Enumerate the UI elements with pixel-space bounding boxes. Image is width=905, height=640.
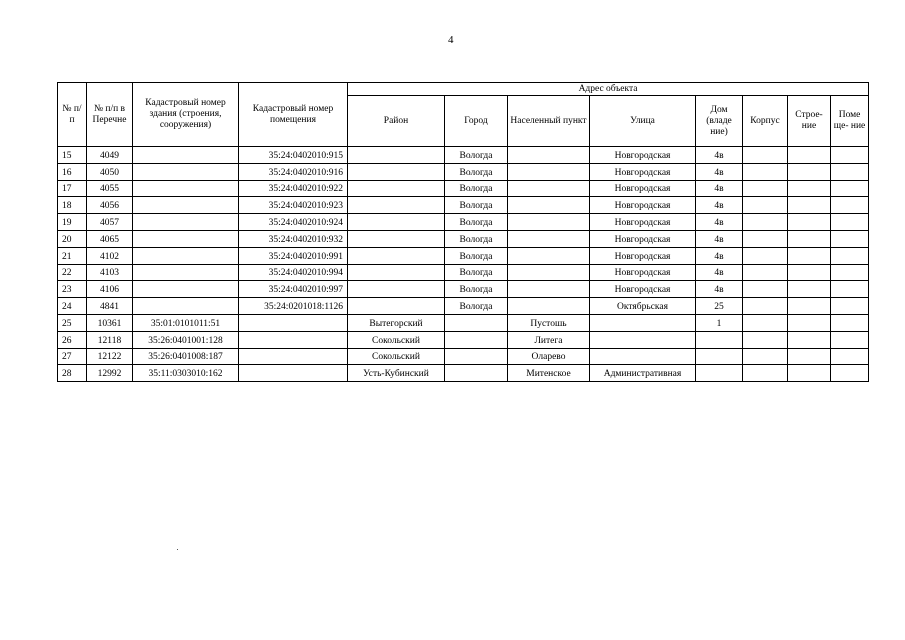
header-locality: Населенный пункт xyxy=(508,96,590,147)
cell-house xyxy=(696,348,743,365)
cell-locality: Митенское xyxy=(508,365,590,382)
header-list-num: № п/п в Перечне xyxy=(87,83,133,147)
cell-street xyxy=(590,314,696,331)
cell-locality xyxy=(508,163,590,180)
cell-num: 17 xyxy=(58,180,87,197)
cell-korpus xyxy=(743,365,788,382)
cell-korpus xyxy=(743,314,788,331)
cell-city: Вологда xyxy=(445,264,508,281)
registry-table xyxy=(57,82,869,382)
cell-city: Вологда xyxy=(445,147,508,164)
cell-city xyxy=(445,314,508,331)
cell-locality xyxy=(508,264,590,281)
cell-district xyxy=(348,197,445,214)
cell-cad-room: 35:24:0402010:924 xyxy=(239,214,348,231)
header-korpus: Корпус xyxy=(743,96,788,147)
header-cad-building: Кадастровый номер здания (строения, сооружения) xyxy=(133,83,239,147)
cell-list-num: 4103 xyxy=(87,264,133,281)
cell-num: 25 xyxy=(58,314,87,331)
cell-street xyxy=(590,348,696,365)
cell-city: Вологда xyxy=(445,180,508,197)
cell-district: Сокольский xyxy=(348,331,445,348)
table-row xyxy=(58,264,869,281)
cell-house: 4в xyxy=(696,264,743,281)
cell-street: Новгородская xyxy=(590,197,696,214)
table-row xyxy=(58,314,869,331)
cell-stroenie xyxy=(788,197,831,214)
cell-num: 19 xyxy=(58,214,87,231)
table-row xyxy=(58,281,869,298)
cell-stroenie xyxy=(788,247,831,264)
cell-street: Новгородская xyxy=(590,163,696,180)
cell-locality: Литега xyxy=(508,331,590,348)
cell-city: Вологда xyxy=(445,214,508,231)
cell-house: 4в xyxy=(696,230,743,247)
cell-city: Вологда xyxy=(445,163,508,180)
cell-cad-room xyxy=(239,365,348,382)
scan-speck xyxy=(177,549,178,550)
cell-list-num: 4049 xyxy=(87,147,133,164)
cell-locality: Пустошь xyxy=(508,314,590,331)
cell-korpus xyxy=(743,331,788,348)
cell-cad-building xyxy=(133,163,239,180)
cell-korpus xyxy=(743,230,788,247)
cell-list-num: 12122 xyxy=(87,348,133,365)
cell-pomeshchenie xyxy=(831,281,869,298)
cell-list-num: 4055 xyxy=(87,180,133,197)
cell-cad-room: 35:24:0402010:994 xyxy=(239,264,348,281)
cell-cad-building xyxy=(133,147,239,164)
cell-city xyxy=(445,331,508,348)
cell-district xyxy=(348,247,445,264)
cell-num: 18 xyxy=(58,197,87,214)
cell-korpus xyxy=(743,163,788,180)
cell-list-num: 10361 xyxy=(87,314,133,331)
cell-district xyxy=(348,214,445,231)
cell-cad-building xyxy=(133,230,239,247)
cell-district xyxy=(348,163,445,180)
cell-city: Вологда xyxy=(445,298,508,315)
table-row xyxy=(58,247,869,264)
cell-stroenie xyxy=(788,348,831,365)
cell-district: Усть-Кубинский xyxy=(348,365,445,382)
cell-locality xyxy=(508,197,590,214)
cell-street: Новгородская xyxy=(590,264,696,281)
cell-street: Новгородская xyxy=(590,230,696,247)
header-num: № п/п xyxy=(58,83,87,147)
cell-list-num: 4106 xyxy=(87,281,133,298)
header-cad-room: Кадастровый номер помещения xyxy=(239,83,348,147)
cell-stroenie xyxy=(788,264,831,281)
cell-korpus xyxy=(743,298,788,315)
cell-street xyxy=(590,331,696,348)
header-street: Улица xyxy=(590,96,696,147)
cell-locality xyxy=(508,247,590,264)
cell-num: 26 xyxy=(58,331,87,348)
cell-street: Новгородская xyxy=(590,281,696,298)
table-row xyxy=(58,163,869,180)
cell-house: 1 xyxy=(696,314,743,331)
cell-korpus xyxy=(743,214,788,231)
table-row xyxy=(58,214,869,231)
cell-num: 16 xyxy=(58,163,87,180)
table-body xyxy=(58,147,869,382)
cell-pomeshchenie xyxy=(831,298,869,315)
cell-district xyxy=(348,298,445,315)
cell-stroenie xyxy=(788,281,831,298)
cell-district xyxy=(348,264,445,281)
cell-house: 4в xyxy=(696,180,743,197)
cell-pomeshchenie xyxy=(831,180,869,197)
cell-cad-building xyxy=(133,281,239,298)
cell-street: Новгородская xyxy=(590,180,696,197)
table-row xyxy=(58,147,869,164)
cell-locality xyxy=(508,147,590,164)
cell-cad-building: 35:01:0101011:51 xyxy=(133,314,239,331)
cell-cad-building xyxy=(133,298,239,315)
header-house: Дом (владе ние) xyxy=(696,96,743,147)
cell-city: Вологда xyxy=(445,230,508,247)
cell-house: 4в xyxy=(696,214,743,231)
cell-list-num: 4050 xyxy=(87,163,133,180)
header-stroenie: Строе- ние xyxy=(788,96,831,147)
cell-house: 4в xyxy=(696,247,743,264)
header-pomeshchenie: Поме ще- ние xyxy=(831,96,869,147)
cell-street: Новгородская xyxy=(590,214,696,231)
cell-city xyxy=(445,348,508,365)
table-row xyxy=(58,230,869,247)
cell-pomeshchenie xyxy=(831,365,869,382)
header-district: Район xyxy=(348,96,445,147)
cell-stroenie xyxy=(788,147,831,164)
header-address-group: Адрес объекта xyxy=(348,83,869,96)
cell-list-num: 12992 xyxy=(87,365,133,382)
header-city: Город xyxy=(445,96,508,147)
cell-cad-building xyxy=(133,264,239,281)
cell-pomeshchenie xyxy=(831,147,869,164)
cell-locality xyxy=(508,214,590,231)
cell-locality xyxy=(508,180,590,197)
cell-house xyxy=(696,365,743,382)
cell-korpus xyxy=(743,197,788,214)
cell-house: 4в xyxy=(696,197,743,214)
cell-locality xyxy=(508,298,590,315)
table-row xyxy=(58,331,869,348)
cell-pomeshchenie xyxy=(831,247,869,264)
cell-city: Вологда xyxy=(445,197,508,214)
cell-list-num: 4057 xyxy=(87,214,133,231)
cell-house: 4в xyxy=(696,281,743,298)
cell-city xyxy=(445,365,508,382)
cell-pomeshchenie xyxy=(831,197,869,214)
cell-num: 28 xyxy=(58,365,87,382)
cell-cad-room: 35:24:0402010:991 xyxy=(239,247,348,264)
cell-cad-room: 35:24:0402010:997 xyxy=(239,281,348,298)
cell-cad-building xyxy=(133,197,239,214)
table-row xyxy=(58,197,869,214)
cell-korpus xyxy=(743,247,788,264)
cell-korpus xyxy=(743,147,788,164)
cell-cad-room: 35:24:0402010:915 xyxy=(239,147,348,164)
cell-stroenie xyxy=(788,214,831,231)
cell-korpus xyxy=(743,180,788,197)
table-row xyxy=(58,298,869,315)
table-row xyxy=(58,365,869,382)
cell-house: 4в xyxy=(696,147,743,164)
cell-cad-room: 35:24:0201018:1126 xyxy=(239,298,348,315)
cell-city: Вологда xyxy=(445,281,508,298)
cell-num: 21 xyxy=(58,247,87,264)
cell-house: 4в xyxy=(696,163,743,180)
cell-stroenie xyxy=(788,365,831,382)
cell-num: 20 xyxy=(58,230,87,247)
cell-list-num: 4102 xyxy=(87,247,133,264)
cell-cad-building: 35:26:0401001:128 xyxy=(133,331,239,348)
table-row xyxy=(58,180,869,197)
cell-cad-room: 35:24:0402010:916 xyxy=(239,163,348,180)
cell-num: 15 xyxy=(58,147,87,164)
cell-list-num: 4841 xyxy=(87,298,133,315)
cell-cad-room: 35:24:0402010:932 xyxy=(239,230,348,247)
cell-street: Новгородская xyxy=(590,247,696,264)
cell-list-num: 12118 xyxy=(87,331,133,348)
cell-pomeshchenie xyxy=(831,331,869,348)
cell-locality: Оларево xyxy=(508,348,590,365)
cell-list-num: 4056 xyxy=(87,197,133,214)
cell-cad-building xyxy=(133,247,239,264)
cell-house xyxy=(696,331,743,348)
cell-pomeshchenie xyxy=(831,348,869,365)
cell-locality xyxy=(508,281,590,298)
cell-street: Новгородская xyxy=(590,147,696,164)
cell-district xyxy=(348,281,445,298)
cell-cad-room: 35:24:0402010:923 xyxy=(239,197,348,214)
cell-stroenie xyxy=(788,298,831,315)
table-header xyxy=(58,83,869,147)
cell-stroenie xyxy=(788,163,831,180)
cell-korpus xyxy=(743,281,788,298)
cell-num: 22 xyxy=(58,264,87,281)
cell-pomeshchenie xyxy=(831,230,869,247)
cell-city: Вологда xyxy=(445,247,508,264)
table-row xyxy=(58,348,869,365)
cell-cad-room xyxy=(239,314,348,331)
cell-street: Октябрьская xyxy=(590,298,696,315)
cell-stroenie xyxy=(788,180,831,197)
cell-pomeshchenie xyxy=(831,214,869,231)
cell-list-num: 4065 xyxy=(87,230,133,247)
cell-stroenie xyxy=(788,314,831,331)
cell-cad-room xyxy=(239,331,348,348)
cell-district xyxy=(348,180,445,197)
cell-cad-building xyxy=(133,180,239,197)
cell-district: Сокольский xyxy=(348,348,445,365)
cell-num: 23 xyxy=(58,281,87,298)
cell-house: 25 xyxy=(696,298,743,315)
page-number: 4 xyxy=(448,34,454,46)
cell-cad-building xyxy=(133,214,239,231)
cell-stroenie xyxy=(788,230,831,247)
cell-cad-building: 35:11:0303010:162 xyxy=(133,365,239,382)
cell-district: Вытегорский xyxy=(348,314,445,331)
cell-num: 24 xyxy=(58,298,87,315)
cell-korpus xyxy=(743,264,788,281)
cell-street: Административная xyxy=(590,365,696,382)
cell-district xyxy=(348,147,445,164)
cell-cad-room: 35:24:0402010:922 xyxy=(239,180,348,197)
cell-korpus xyxy=(743,348,788,365)
cell-pomeshchenie xyxy=(831,314,869,331)
cell-cad-building: 35:26:0401008:187 xyxy=(133,348,239,365)
cell-cad-room xyxy=(239,348,348,365)
cell-pomeshchenie xyxy=(831,163,869,180)
cell-num: 27 xyxy=(58,348,87,365)
cell-district xyxy=(348,230,445,247)
cell-locality xyxy=(508,230,590,247)
cell-stroenie xyxy=(788,331,831,348)
cell-pomeshchenie xyxy=(831,264,869,281)
